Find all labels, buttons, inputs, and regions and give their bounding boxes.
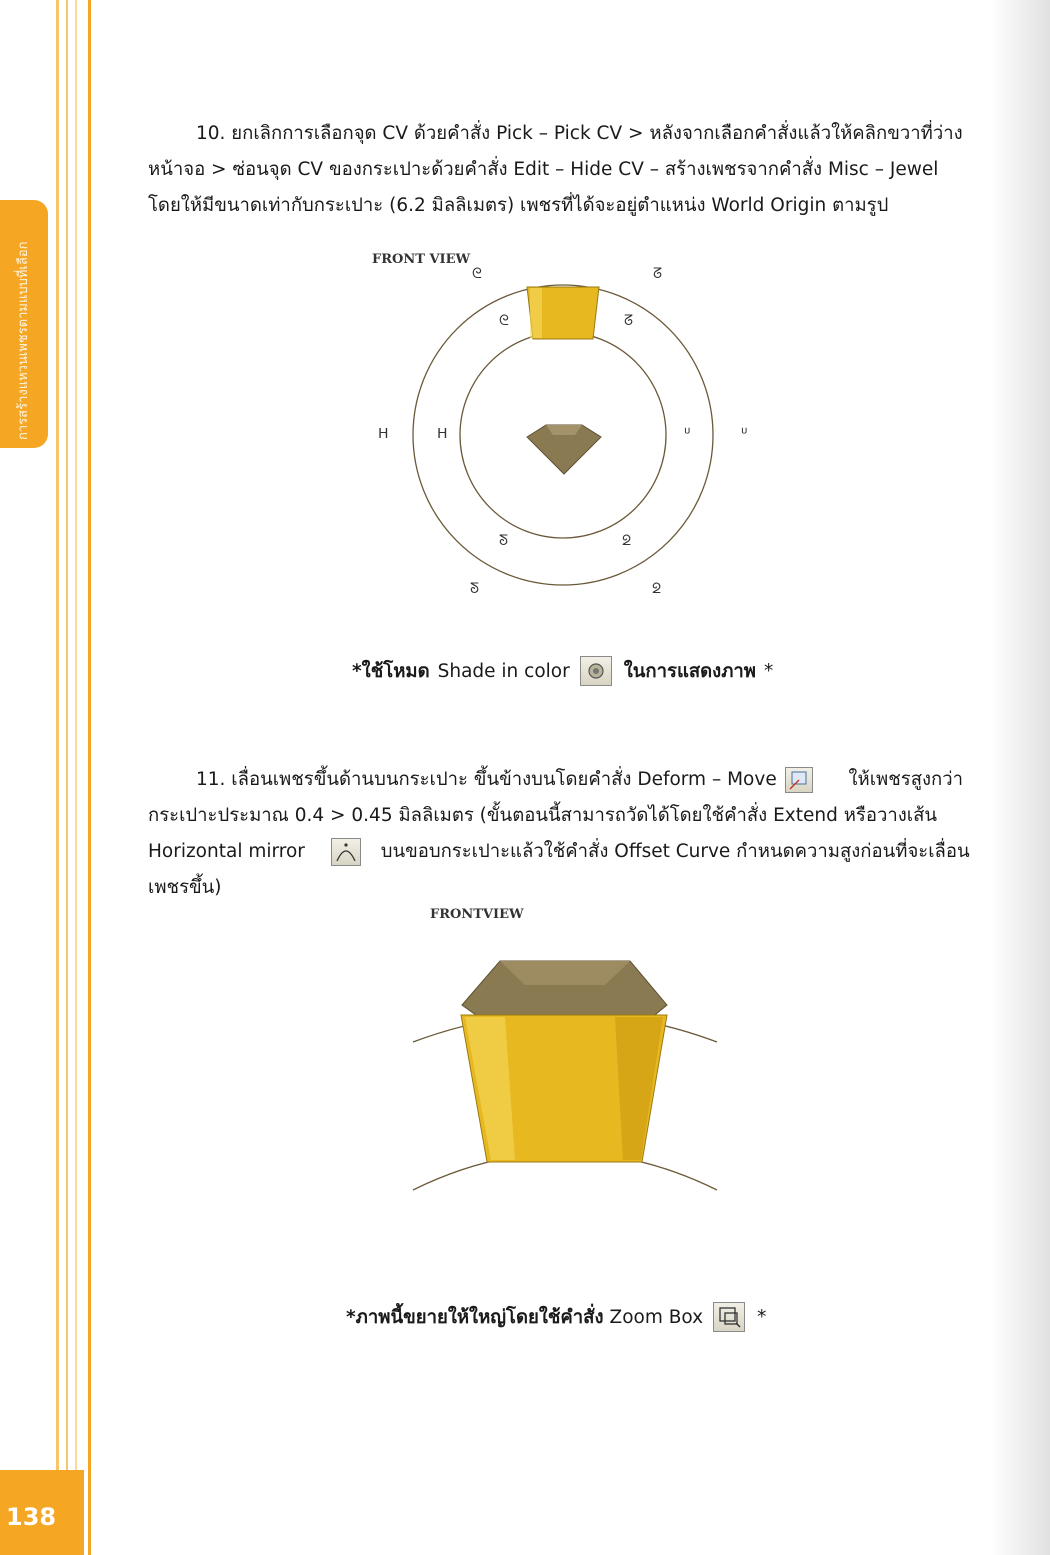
cv-point-marker: ᘖ <box>652 581 662 597</box>
cv-point-marker: ᘔ <box>624 313 634 329</box>
cv-point-marker: ᕼ <box>437 426 448 442</box>
cv-point-marker: ᘕ <box>499 533 509 549</box>
caption-1-tool: Shade in color <box>437 660 570 682</box>
page-edge-shadow <box>990 0 1050 1555</box>
caption-2 <box>346 1302 766 1332</box>
step-11-line-1 <box>148 762 986 798</box>
step-11-line-2: กระเปาะประมาณ 0.4 > 0.45 มิลลิเมตร (ขั้นตอนนี้สามารถวัดได้โดยใช้คำสั่ง Extend หรือวางเส้น <box>148 805 938 826</box>
horizontal-mirror-icon <box>331 838 361 866</box>
caption-1-suffix: ในการแสดงภาพ <box>623 660 756 682</box>
step-11-paragraph <box>148 762 986 906</box>
caption-1-prefix: *ใช้โหมด <box>352 660 430 682</box>
caption-2-prefix: *ภาพนี้ขยายให้ใหญ่โดยใช้คำสั่ง <box>346 1306 604 1328</box>
step-10-line-2: หน้าจอ > ซ่อนจุด CV ของกระเปาะด้วยคำสั่ง Edit – Hide CV – สร้างเพชรจากคำสั่ง Misc – Jewel <box>148 159 939 180</box>
step-11-line-3 <box>148 834 986 870</box>
cv-point-marker: ᘖ <box>622 533 632 549</box>
caption-1-end: * <box>763 660 774 682</box>
caption-1 <box>352 656 773 686</box>
zoom-box-icon <box>713 1302 745 1332</box>
step-11-line-3-text: Horizontal mirror <box>148 841 305 862</box>
step-11-line-3-tail: บนขอบกระเปาะแล้วใช้คำสั่ง Offset Curve กำหนดความสูงก่อนที่จะเลื่อน <box>380 841 970 862</box>
caption-2-tool: Zoom Box <box>609 1306 704 1328</box>
figure-2-zoomed-setting <box>405 945 725 1205</box>
step-10-line-1: 10. ยกเลิกการเลือกจุด CV ด้วยคำสั่ง Pick – Pick CV > หลังจากเลือกคำสั่งแล้วให้คลิกขวาที่ว่าง <box>196 123 963 144</box>
step-11-line-1-text: 11. เลื่อนเพชรขึ้นด้านบนกระเปาะ ขึ้นข้างบนโดยคำสั่ง Deform – Move <box>196 769 777 790</box>
cv-point-marker: ᘓ <box>499 313 509 329</box>
caption-2-end: * <box>757 1306 767 1328</box>
cv-point-marker: ᕼ <box>378 426 389 442</box>
cv-point-marker: ᓑ <box>741 426 748 442</box>
chapter-side-tab-text: การสร้างแหวนเพชรตามแบบที่เลือก <box>16 241 31 440</box>
cv-point-marker: ᘔ <box>653 266 663 282</box>
step-10-paragraph <box>148 116 986 224</box>
step-11-line-1-tail: ให้เพชรสูงกว่า <box>848 769 964 790</box>
cv-point-marker: ᘕ <box>470 581 480 597</box>
page-number: 138 <box>6 1503 57 1531</box>
step-10-line-3: โดยให้มีขนาดเท่ากับกระเปาะ (6.2 มิลลิเมตร) เพชรที่ได้จะอยู่ตำแหน่ง World Origin ตามรูป <box>148 195 889 216</box>
figure-2-view-label: FRONTVIEW <box>430 907 524 922</box>
cv-point-marker: ᘓ <box>472 266 482 282</box>
deform-move-icon <box>785 767 813 793</box>
shade-in-color-icon <box>580 656 612 686</box>
cv-point-marker: ᓑ <box>684 426 691 442</box>
figure-1-view-label: FRONT VIEW <box>372 252 471 267</box>
step-11-line-4: เพชรขึ้น) <box>148 877 222 898</box>
